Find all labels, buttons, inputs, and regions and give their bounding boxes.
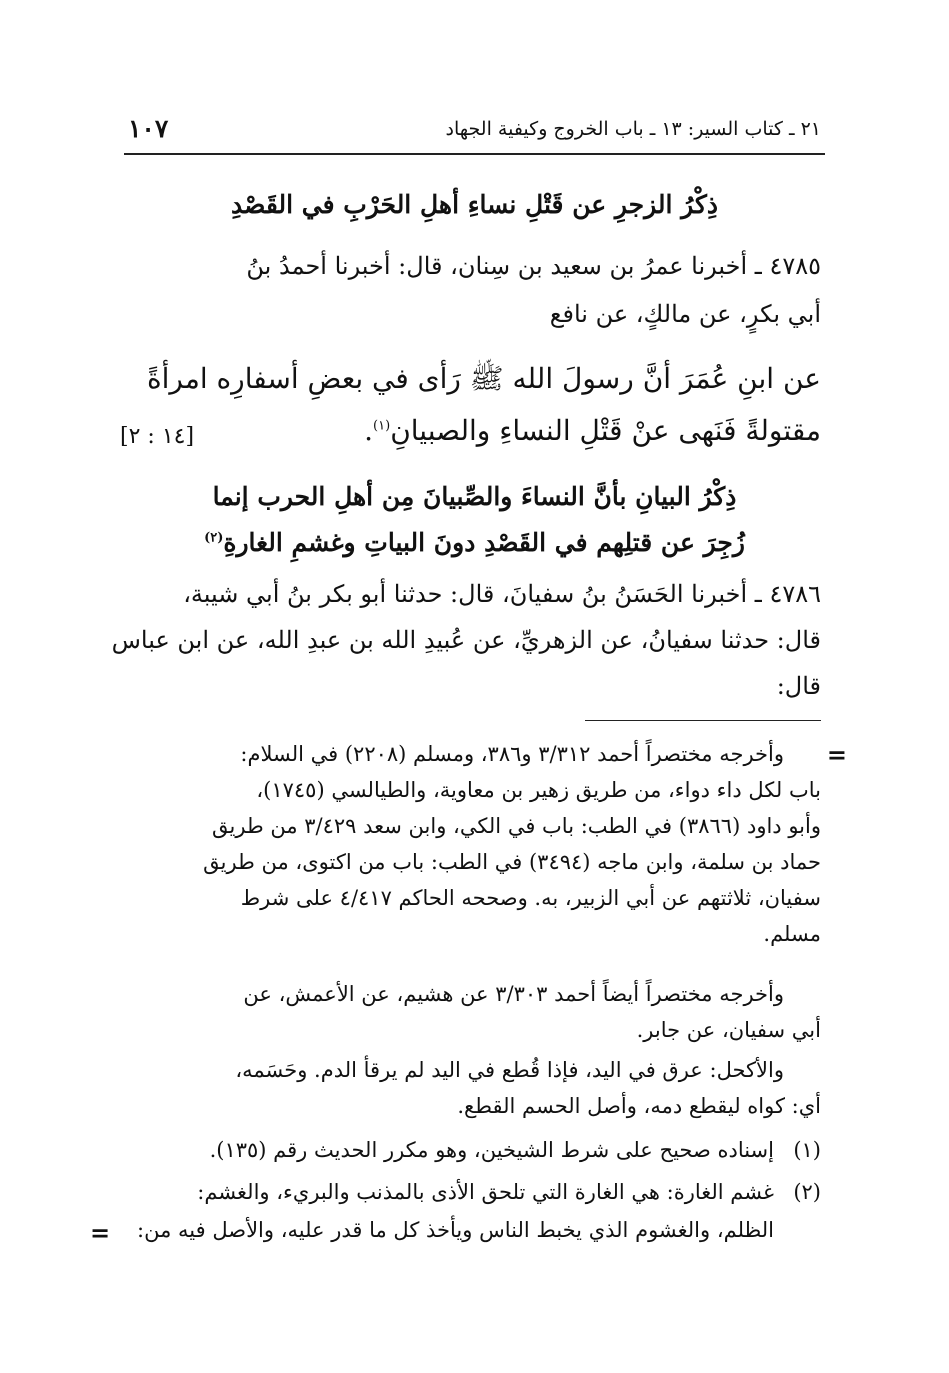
- footnote-line: والأكحل: عرق في اليد، فإذا قُطع في اليد لم يرقأ الدم. وحَسَمه،: [235, 1058, 784, 1082]
- footnote-ref-2: (٢): [204, 530, 224, 546]
- continuation-mark-end: =: [90, 1218, 111, 1247]
- header-rule: [124, 153, 825, 155]
- hadith-4785-matn-line-1: عن ابنِ عُمَرَ أنَّ رسولَ الله ﷺ رَأى في بعضِ أسفارِه امرأةً: [146, 362, 821, 395]
- footnote-line: باب لكل داء دواء، من طريق زهير بن معاوية، والطيالسي (١٧٤٥)،: [256, 778, 821, 802]
- section-heading-2-line-1: ذِكْرُ البيانِ بأنَّ النساءَ والصِّبيانَ مِن أهلِ الحرب إنما: [212, 482, 737, 511]
- matn-text: مقتولةً فَنَهى عنْ قَتْلِ النساءِ والصبيانِ: [390, 414, 821, 447]
- footnote-separator: [585, 720, 821, 721]
- footnote-line: وأخرجه مختصراً أحمد ٣/٣١٢ و٣٨٦، ومسلم (٢٢٠٨) في السلام:: [240, 742, 784, 766]
- hadith-4785-isnad-line-1: ٤٧٨٥ ـ أخبرنا عمرُ بن سعيد بن سِنان، قال: أخبرنا أحمدُ بنُ: [246, 252, 821, 280]
- hadith-4785-isnad-line-2: أبي بكرٍ، عن مالكٍ، عن نافع: [549, 300, 821, 328]
- footnote-line: وأخرجه مختصراً أيضاً أحمد ٣/٣٠٣ عن هشيم، عن الأعمش، عن: [243, 982, 784, 1006]
- matn-end: .: [364, 414, 374, 447]
- footnote-line: مسلم.: [763, 922, 821, 946]
- footnote-number-2: (٢): [793, 1180, 821, 1204]
- running-header: ٢١ ـ كتاب السير: ١٣ ـ باب الخروج وكيفية الجهاد: [445, 118, 821, 140]
- continuation-mark: =: [826, 740, 847, 769]
- hadith-4786-isnad-line-1: ٤٧٨٦ ـ أخبرنا الحَسَنُ بنُ سفيانَ، قال: حدثنا أبو بكر بنُ أبي شيبة،: [183, 580, 821, 608]
- footnote-line: أبي سفيان، عن جابر.: [636, 1018, 821, 1042]
- footnote-2-text-line-2: الظلم، والغشوم الذي يخبط الناس ويأخذ كل ما قدر عليه، والأصل فيه من:: [137, 1218, 774, 1242]
- footnote-line: وأبو داود (٣٨٦٦) في الطب: باب في الكي، وابن سعد ٣/٤٢٩ من طريق: [212, 814, 821, 838]
- footnote-line: أي: كواه ليقطع دمه، وأصل الحسم القطع.: [457, 1094, 821, 1118]
- hadith-4785-matn-line-2: [364, 414, 821, 447]
- footnote-2-text-line-1: غشم الغارة: هي الغارة التي تلحق الأذى بالمذنب والبريء، والغشم:: [197, 1180, 774, 1204]
- footnote-line: سفيان، ثلاثتهم عن أبي الزبير، به. وصححه الحاكم ٤/٤١٧ على شرط: [240, 886, 821, 910]
- hadith-4786-isnad-line-2: قال: حدثنا سفيانُ، عن الزهريِّ، عن عُبيدِ الله بن عبدِ الله، عن ابن عباس: [111, 626, 821, 654]
- footnote-line: حماد بن سلمة، وابن ماجه (٣٤٩٤) في الطب: باب من اكتوى، من طريق: [203, 850, 821, 874]
- section-heading-2-line-2: [128, 528, 821, 557]
- source-reference: [١٤ : ٢]: [120, 424, 195, 449]
- page-number: ١٠٧: [128, 114, 169, 143]
- heading-text: زُجِرَ عن قتلِهم في القَصْدِ دونَ البياتِ وغشمِ الغارةِ: [223, 528, 745, 557]
- footnote-number-1: (١): [793, 1138, 821, 1162]
- footnote-ref-1: (١): [373, 418, 391, 434]
- footnote-1-text: إسناده صحيح على شرط الشيخين، وهو مكرر الحديث رقم (١٣٥).: [209, 1138, 774, 1162]
- section-heading-1: ذِكْرُ الزجرِ عن قَتْلِ نساءِ أهلِ الحَرْبِ في القَصْدِ: [231, 190, 718, 219]
- hadith-4786-isnad-line-3: قال:: [776, 672, 821, 700]
